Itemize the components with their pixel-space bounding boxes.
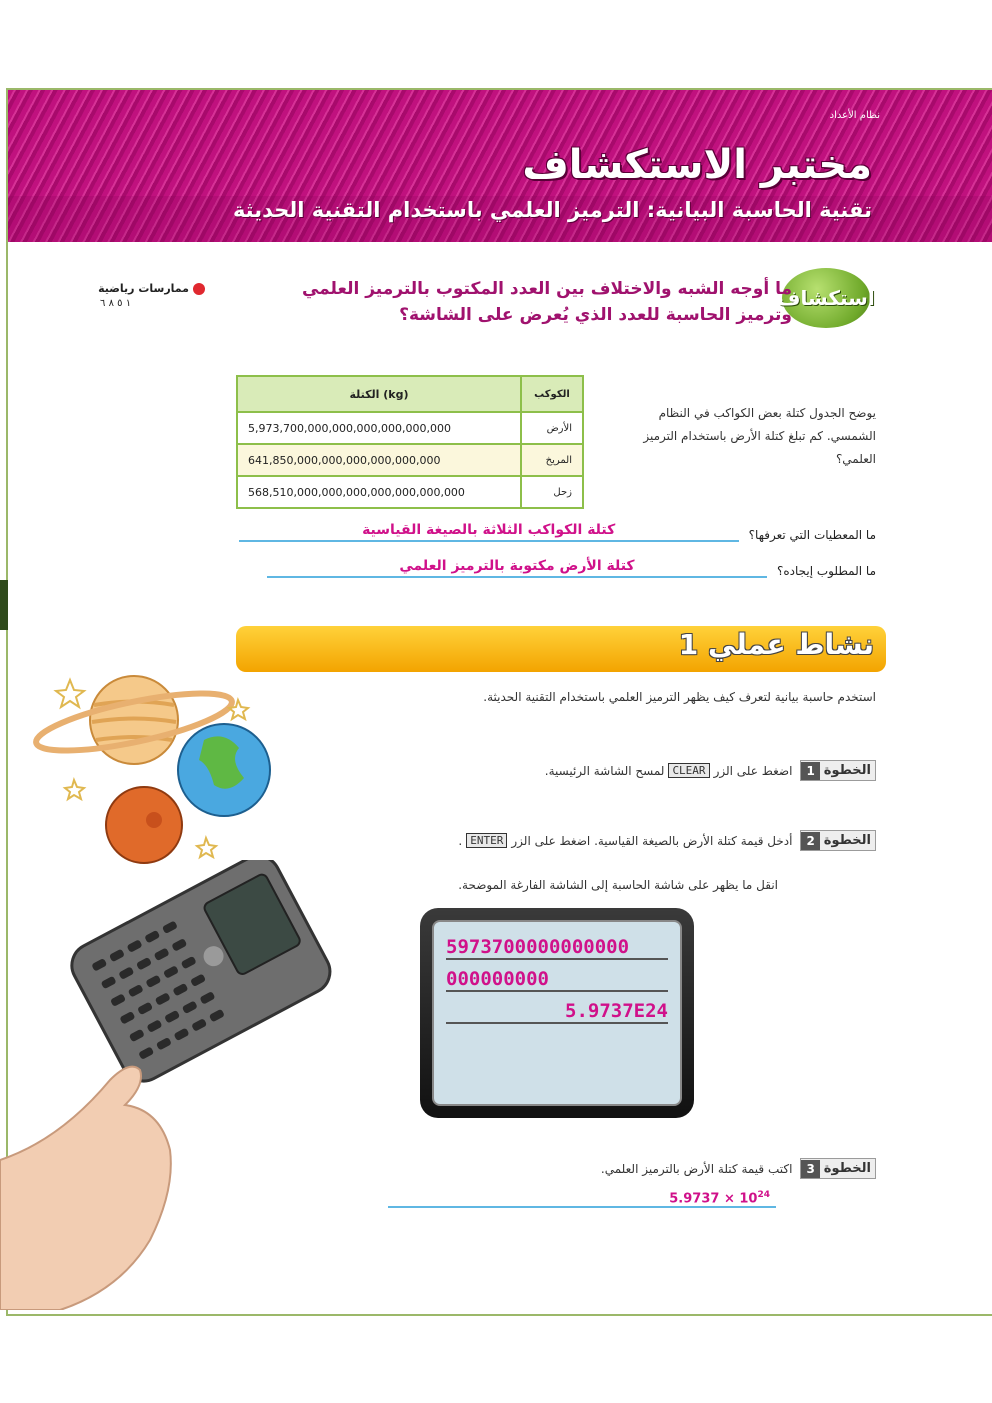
lesson-subtitle: تقنية الحاسبة البيانية: الترميز العلمي باستخدام التقنية الحديثة (232, 198, 872, 222)
planet-mass: 641,850,000,000,000,000,000,000 (237, 444, 521, 476)
step-text-end: . (458, 833, 463, 848)
step-2 (458, 830, 876, 851)
planet-name: المريخ (521, 444, 583, 476)
planet-mass-table (236, 375, 584, 509)
step-tag (800, 830, 876, 851)
needed-row (267, 558, 876, 578)
planet-mass: 568,510,000,000,000,000,000,000,000 (237, 476, 521, 508)
needed-answer: كتلة الأرض مكتوبة بالترميز العلمي (267, 558, 767, 578)
hand-icon (0, 1067, 171, 1310)
screen-line-3: 5.9737E24 (446, 1000, 668, 1024)
clear-key: CLEAR (668, 763, 709, 778)
step-tag (800, 760, 876, 781)
planet-name: الأرض (521, 412, 583, 444)
enter-key: ENTER (466, 833, 507, 848)
table-header-mass: الكتلة (kg) (237, 376, 521, 412)
needed-label: ما المطلوب إيجاده؟ (776, 564, 876, 578)
intro-text: يوضح الجدول كتلة بعض الكواكب في النظام الشمسي. كم تبلغ كتلة الأرض باستخدام الترميز العلمي؟ (643, 406, 876, 466)
math-practices (70, 282, 205, 295)
planets-illustration (24, 660, 284, 880)
lesson-title: مختبر الاستكشاف (522, 142, 872, 188)
step-number: 2 (801, 832, 819, 850)
step-word: الخطوة (823, 1161, 871, 1176)
practice-dot-icon (193, 283, 205, 295)
answer-exponent: 24 (757, 1190, 770, 1200)
step-word: الخطوة (823, 833, 871, 848)
step-text: أدخل قيمة كتلة الأرض بالصيغة القياسية. اضغط على الزر (511, 833, 793, 848)
known-label: ما المعطيات التي تعرفها؟ (748, 528, 876, 542)
earth-icon (178, 724, 270, 816)
step-text-end: لمسح الشاشة الرئيسية. (544, 763, 665, 778)
practice-label: ممارسات رياضية (98, 282, 189, 295)
calculator-screen (432, 920, 682, 1106)
step-text: اكتب قيمة كتلة الأرض بالترميز العلمي. (600, 1161, 793, 1176)
known-row (239, 522, 876, 542)
step-number: 3 (801, 1160, 819, 1178)
lesson-banner (8, 90, 992, 242)
activity-title: نشاط عملي 1 (678, 628, 874, 661)
calculator-hand-illustration (0, 860, 360, 1310)
step-3-answer (388, 1190, 776, 1208)
explore-badge: استكشاف (782, 268, 870, 328)
screen-line-2: 000000000 (446, 968, 668, 992)
page-edge-tab (0, 580, 8, 630)
graphing-calculator-icon (64, 860, 337, 1089)
table-header-planet: الكوكب (521, 376, 583, 412)
table-row (237, 412, 583, 444)
section-label: نظام الأعداد (829, 110, 880, 121)
table-row (237, 444, 583, 476)
step-3 (601, 1158, 876, 1179)
step-1 (545, 760, 876, 781)
practice-codes: ١ ٥ ٨ ٦ (100, 298, 132, 309)
step-tag (800, 1158, 876, 1179)
activity-instructions: استخدم حاسبة بيانية لتعرف كيف يظهر الترميز العلمي باستخدام التقنية الحديثة. (483, 690, 876, 704)
explore-question: ما أوجه الشبه والاختلاف بين العدد المكتوب بالترميز العلمي وترميز الحاسبة للعدد الذي يُعرض على الشاشة؟ (301, 279, 792, 325)
table-row (237, 476, 583, 508)
mars-icon (106, 787, 182, 863)
screen-line-1: 5973700000000000 (446, 936, 668, 960)
answer-base: 5.9737 × 10 (669, 1191, 758, 1207)
planet-name: زحل (521, 476, 583, 508)
activity-header (236, 626, 886, 672)
calculator-screen-frame (420, 908, 694, 1118)
step-word: الخطوة (823, 763, 871, 778)
copyright-credit (940, 1010, 950, 1290)
step-number: 1 (801, 762, 819, 780)
planet-mass: 5,973,700,000,000,000,000,000,000 (237, 412, 521, 444)
known-answer: كتلة الكواكب الثلاثة بالصيغة القياسية (239, 522, 739, 542)
step-text: اضغط على الزر (713, 763, 793, 778)
step-2-continued: انقل ما يظهر على شاشة الحاسبة إلى الشاشة الفارغة الموضحة. (458, 878, 778, 892)
